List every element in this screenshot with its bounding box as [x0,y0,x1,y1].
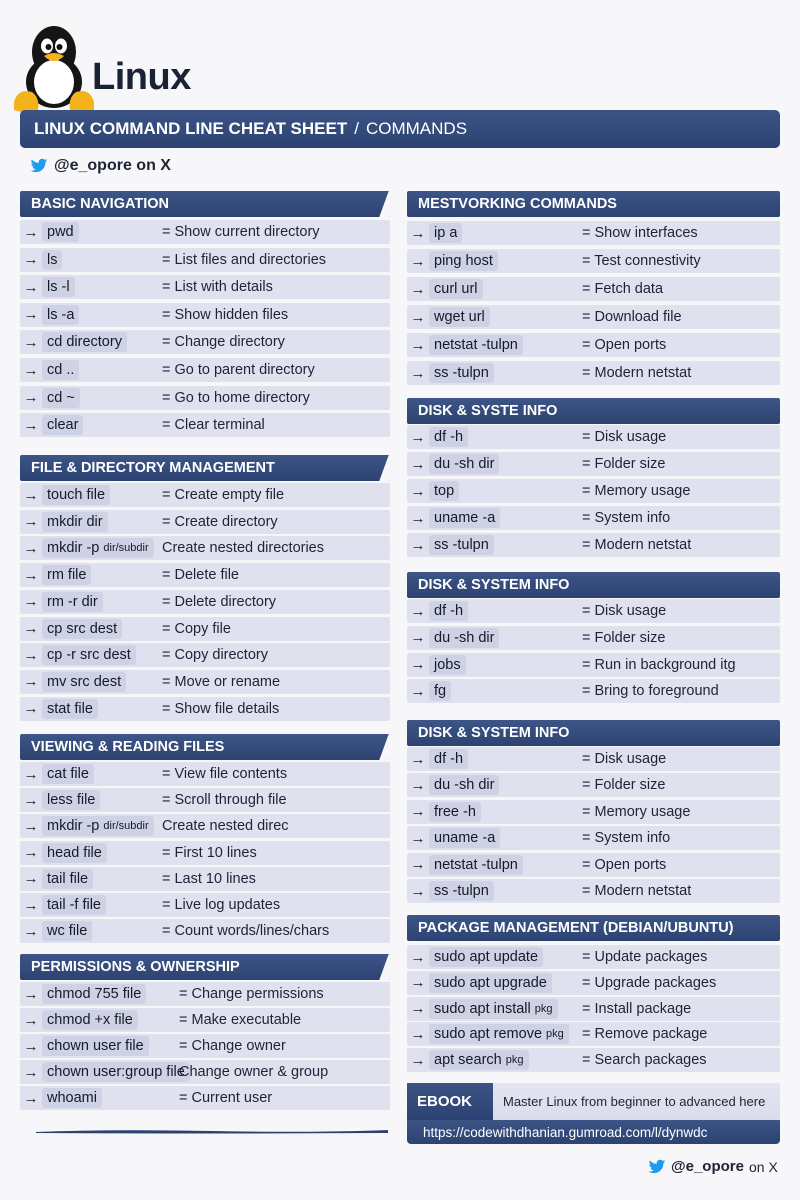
command-text: free -h [429,802,481,822]
command-text: netstat -tulpn [429,335,523,355]
arrow-right-icon: → [410,803,426,821]
command-row [407,653,780,677]
command-description: = Remove package [582,1026,708,1043]
command-row [20,867,390,891]
arrow-right-icon: → [23,817,39,835]
command-text: ls [42,250,62,270]
command-text: apt search pkg [429,1050,529,1070]
arrow-right-icon: → [410,509,426,527]
arrow-right-icon: → [410,882,426,900]
arrow-right-icon: → [23,791,39,809]
command-text: sudo apt remove pkg [429,1024,569,1044]
arrow-right-icon: → [23,896,39,914]
command-text: mv src dest [42,672,126,692]
command-description: = Scroll through file [162,792,287,809]
ebook-banner[interactable] [407,1083,780,1120]
section-heading-disk-info-2: DISK & SYSTEM INFO [407,572,780,598]
command-text: mkdir dir [42,512,108,532]
arrow-right-icon: → [23,1011,39,1029]
header [10,18,310,110]
arrow-right-icon: → [410,224,426,242]
command-row [20,919,390,943]
command-description: = System info [582,830,671,847]
command-row [407,305,780,329]
command-row [407,277,780,301]
arrow-right-icon: → [410,252,426,270]
arrow-right-icon: → [410,1051,426,1069]
command-description: Change owner & group [179,1064,329,1080]
command-description: = Folder size [582,629,666,646]
command-row [407,747,780,771]
command-row [20,386,390,410]
command-text: ip a [429,223,462,243]
arrow-right-icon: → [410,829,426,847]
section-heading-file-management: FILE & DIRECTORY MANAGEMENT [20,455,390,481]
command-row [407,1048,780,1072]
command-text: rm -r dir [42,592,103,612]
command-text: less file [42,790,100,810]
command-description: = Download file [582,309,682,325]
page-title: LINUX COMMAND LINE CHEAT SHEET [34,119,348,138]
command-description: = Upgrade packages [582,974,717,991]
command-description: = First 10 lines [162,844,257,861]
twitter-bird-icon [30,158,48,174]
section-heading-permissions: PERMISSIONS & OWNERSHIP [20,954,390,980]
command-row [20,643,390,667]
arrow-right-icon: → [410,308,426,326]
command-row [407,333,780,357]
command-description: = Memory usage [582,483,691,499]
command-row [407,506,780,530]
command-text: uname -a [429,508,500,528]
arrow-right-icon: → [23,361,39,379]
command-description: = Search packages [582,1052,707,1069]
command-text: wget url [429,307,490,327]
command-row [20,762,390,786]
arrow-right-icon: → [410,336,426,354]
command-text: wc file [42,921,92,941]
author-handle [30,157,171,175]
footer-suffix: on X [748,1158,778,1175]
command-row [407,361,780,385]
command-row [20,358,390,382]
command-row [20,590,390,614]
command-description: = Delete directory [162,593,277,610]
command-row [20,303,390,327]
command-row [407,221,780,245]
command-text: chmod 755 file [42,984,146,1004]
command-row [20,670,390,694]
command-row [20,1008,390,1032]
command-description: = Delete file [162,567,239,584]
arrow-right-icon: → [23,1037,39,1055]
arrow-right-icon: → [23,870,39,888]
command-row [20,413,390,437]
command-row [407,599,780,623]
command-text: curl url [429,279,483,299]
arrow-right-icon: → [410,280,426,298]
command-row [407,452,780,476]
ebook-text: Master Linux from beginner to advanced here [503,1094,766,1109]
command-description: = Modern netstat [582,883,692,899]
command-description: = Fetch data [582,281,664,297]
arrow-right-icon: → [410,750,426,768]
command-description: = View file contents [162,766,288,782]
arrow-right-icon: → [410,1000,426,1018]
command-row [407,773,780,797]
command-description: = Show hidden files [162,306,289,323]
command-row [20,563,390,587]
ebook-link[interactable]: https://codewithdhanian.gumroad.com/l/dynwdc [407,1120,780,1144]
arrow-right-icon: → [410,536,426,554]
arrow-right-icon: → [23,251,39,269]
arrow-right-icon: → [23,922,39,940]
command-row [407,997,780,1021]
arrow-right-icon: → [23,646,39,664]
decorative-brush-stroke [36,1128,388,1134]
command-description: = Disk usage [582,429,667,445]
command-row [20,330,390,354]
command-row [407,479,780,503]
command-row [20,893,390,917]
command-text: cp src dest [42,619,122,639]
command-text: head file [42,843,107,863]
command-row [20,1060,390,1084]
command-row [407,853,780,877]
arrow-right-icon: → [23,486,39,504]
arrow-right-icon: → [23,566,39,584]
command-description: = Show interfaces [582,225,698,241]
command-text: mkdir -p dir/subdir [42,816,154,836]
command-text: fg [429,681,451,701]
arrow-right-icon: → [410,482,426,500]
command-row [407,249,780,273]
command-text: netstat -tulpn [429,855,523,875]
command-row [20,697,390,721]
title-bar [20,110,780,148]
command-text: du -sh dir [429,775,499,795]
command-row [20,275,390,299]
command-description: Create nested directories [162,540,324,557]
command-description: = Show current directory [162,224,320,240]
command-text: ping host [429,251,498,271]
command-text: sudo apt update [429,947,543,967]
command-text: ls -l [42,277,75,297]
command-description: = System info [582,510,671,526]
command-row [20,617,390,641]
command-row [20,510,390,534]
command-text: chmod +x file [42,1010,138,1030]
command-row [20,483,390,507]
arrow-right-icon: → [23,844,39,862]
command-text: chown user:group file [42,1062,190,1082]
arrow-right-icon: → [410,974,426,992]
command-text: stat file [42,699,98,719]
arrow-right-icon: → [410,629,426,647]
command-description: = List files and directories [162,251,327,268]
command-description: = Modern netstat [582,365,692,381]
footer-handle-text: @e_opore [671,1158,744,1175]
command-text: jobs [429,655,466,675]
command-text: tail file [42,869,93,889]
command-description: = Update packages [582,949,708,965]
arrow-right-icon: → [410,948,426,966]
command-text: ss -tulpn [429,363,494,383]
command-text: chown user file [42,1036,149,1056]
section-heading-package-management: PACKAGE MANAGEMENT (DEBIAN/UBUNTU) [407,915,780,941]
arrow-right-icon: → [410,856,426,874]
logo-text: Linux [92,56,191,98]
page-subtitle: COMMANDS [365,119,468,138]
command-description: = Show file details [162,700,280,717]
title-separator: / [354,119,359,138]
arrow-right-icon: → [410,682,426,700]
command-description: = Count words/lines/chars [162,923,330,940]
command-description: = Open ports [582,337,667,353]
command-text: clear [42,415,83,435]
command-description: = Modern netstat [582,537,692,553]
command-text: cd ~ [42,388,80,408]
command-text: ls -a [42,305,79,325]
command-text: du -sh dir [429,628,499,648]
command-description: Create nested direc [162,818,289,835]
command-text: touch file [42,485,110,505]
section-heading-basic-navigation: BASIC NAVIGATION [20,191,390,217]
command-description: = Copy file [162,620,231,637]
section-heading-networking: MESTVORKING COMMANDS [407,191,780,217]
command-text: sudo apt upgrade [429,973,552,993]
arrow-right-icon: → [23,513,39,531]
arrow-right-icon: → [23,985,39,1003]
command-text: pwd [42,222,79,242]
command-description: = Change owner [179,1038,286,1054]
arrow-right-icon: → [23,389,39,407]
command-text: whoami [42,1088,102,1108]
command-text: cat file [42,764,94,784]
command-row [20,788,390,812]
ebook-label: EBOOK [407,1083,493,1120]
command-row [20,814,390,838]
command-description: = Folder size [582,456,666,472]
command-text: rm file [42,565,91,585]
command-description: = List with details [162,279,273,296]
command-row [20,536,390,560]
command-description: = Current user [179,1090,273,1106]
command-description: = Make executable [179,1012,302,1028]
arrow-right-icon: → [23,765,39,783]
command-row [407,626,780,650]
command-text: uname -a [429,828,500,848]
command-description: = Last 10 lines [162,870,256,887]
command-text: ss -tulpn [429,881,494,901]
arrow-right-icon: → [410,428,426,446]
arrow-right-icon: → [23,700,39,718]
command-row [407,971,780,995]
command-row [20,841,390,865]
command-description: = Go to parent directory [162,362,315,378]
footer-handle [648,1158,778,1175]
arrow-right-icon: → [23,593,39,611]
arrow-right-icon: → [410,656,426,674]
command-text: tail -f file [42,895,106,915]
arrow-right-icon: → [23,333,39,351]
command-description: = Disk usage [582,751,667,767]
command-description: = Move or rename [162,673,281,690]
command-description: = Clear terminal [162,417,265,434]
command-description: = Disk usage [582,603,667,619]
command-description: = Create empty file [162,487,285,503]
command-description: = Live log updates [162,897,281,913]
command-row [20,982,390,1006]
arrow-right-icon: → [410,455,426,473]
command-description: = Test connestivity [582,253,701,269]
command-text: df -h [429,427,468,447]
command-row [20,1034,390,1058]
command-description: = Folder size [582,777,666,794]
command-row [407,425,780,449]
arrow-right-icon: → [410,364,426,382]
command-text: cp -r src dest [42,645,136,665]
command-description: = Run in background itg [582,656,736,673]
command-row [407,1022,780,1046]
command-description: = Memory usage [582,803,691,820]
command-text: df -h [429,601,468,621]
arrow-right-icon: → [23,306,39,324]
arrow-right-icon: → [23,278,39,296]
command-row [20,220,390,244]
section-heading-disk-info-1: DISK & SYSTE INFO [407,398,780,424]
command-row [20,248,390,272]
arrow-right-icon: → [23,223,39,241]
command-text: du -sh dir [429,454,499,474]
command-description: = Install package [582,1000,692,1017]
arrow-right-icon: → [410,776,426,794]
command-text: df -h [429,749,468,769]
command-description: = Go to home directory [162,389,310,406]
arrow-right-icon: → [23,539,39,557]
command-row [407,533,780,557]
arrow-right-icon: → [410,602,426,620]
command-description: = Create directory [162,513,278,530]
command-description: = Change directory [162,334,285,351]
command-row [407,679,780,703]
arrow-right-icon: → [410,1025,426,1043]
command-description: = Change permissions [179,986,324,1002]
section-heading-viewing-files: VIEWING & READING FILES [20,734,390,760]
handle-text: @e_opore on X [54,157,171,174]
arrow-right-icon: → [23,416,39,434]
arrow-right-icon: → [23,1063,39,1081]
command-description: = Open ports [582,856,667,873]
command-description: = Copy directory [162,647,268,664]
command-row [20,1086,390,1110]
command-text: cd .. [42,360,79,380]
command-text: sudo apt install pkg [429,999,558,1019]
tux-penguin-logo [10,18,96,114]
command-text: mkdir -p dir/subdir [42,538,154,558]
arrow-right-icon: → [23,620,39,637]
arrow-right-icon: → [23,1089,39,1107]
command-text: ss -tulpn [429,535,494,555]
arrow-right-icon: → [23,673,39,691]
command-text: cd directory [42,332,127,352]
twitter-bird-icon [648,1159,666,1175]
command-row [407,800,780,824]
command-row [407,945,780,969]
command-row [407,826,780,850]
command-description: = Bring to foreground [582,683,719,700]
command-text: top [429,481,459,501]
command-row [407,879,780,903]
section-heading-disk-info-3: DISK & SYSTEM INFO [407,720,780,746]
